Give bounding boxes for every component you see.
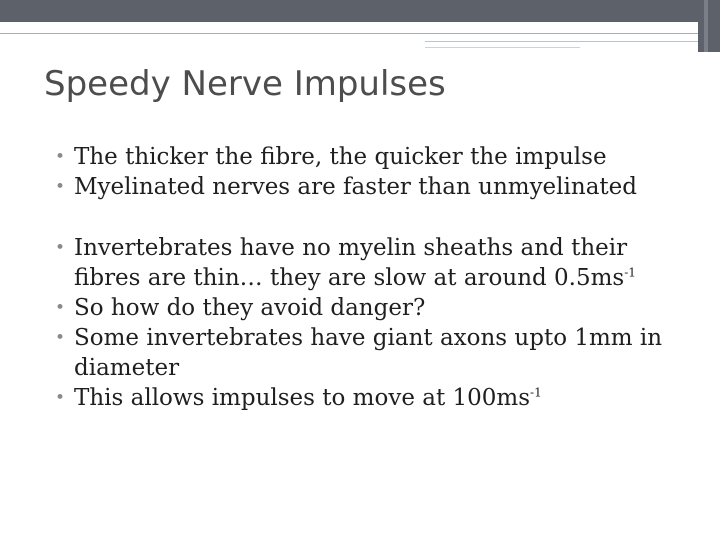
bullet-dot-icon: •	[55, 238, 66, 258]
bullet-text: Myelinated nerves are faster than unmyelinated	[74, 174, 637, 200]
bullet-dot-icon: •	[55, 177, 66, 197]
bullet-text: This allows impulses to move at 100ms	[74, 385, 531, 411]
bullet-item	[55, 233, 695, 293]
bullet-text: So how do they avoid danger?	[74, 295, 426, 321]
bullet-text: Some invertebrates have giant axons upto 1mm in diameter	[74, 325, 663, 381]
bullet-item	[55, 142, 695, 172]
bullet-list-group-2	[55, 233, 695, 413]
group-spacer	[55, 202, 695, 233]
bullet-item	[55, 323, 695, 383]
bullet-item	[55, 383, 695, 413]
header-rule-line-short	[425, 41, 698, 42]
bullet-dot-icon: •	[55, 388, 66, 408]
corner-accent-block	[698, 0, 720, 52]
bullet-item	[55, 172, 695, 202]
bullet-item	[55, 293, 695, 323]
bullet-text: The thicker the fibre, the quicker the impulse	[74, 144, 607, 170]
bullet-list-group-1	[55, 142, 695, 202]
header-rule-line	[0, 33, 698, 34]
header-bar	[0, 0, 720, 22]
slide-body	[55, 142, 695, 413]
superscript-exponent: -1	[624, 265, 636, 280]
bullet-dot-icon: •	[55, 147, 66, 167]
corner-accent-strip	[704, 0, 708, 52]
slide-title: Speedy Nerve Impulses	[44, 64, 446, 104]
header-rule-line-shorter	[425, 47, 580, 48]
superscript-exponent: -1	[530, 385, 542, 400]
bullet-text: Invertebrates have no myelin sheaths and their fibres are thin… they are slow at around 0.5ms	[74, 235, 628, 291]
bullet-dot-icon: •	[55, 328, 66, 348]
bullet-dot-icon: •	[55, 298, 66, 318]
